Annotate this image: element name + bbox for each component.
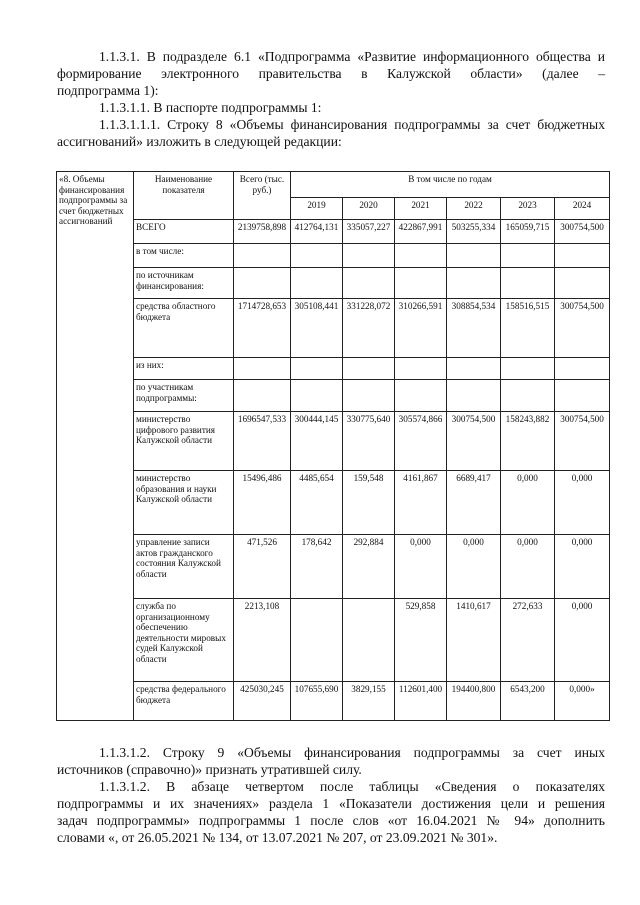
table-row [57, 599, 610, 682]
row-year-value: 0,000 [555, 471, 610, 535]
row-label: служба по организационному обеспечению деятельности мировых судей Калужской области [134, 599, 234, 682]
row-year-value [343, 380, 395, 412]
header-total: Всего (тыс. руб.) [234, 172, 291, 220]
row-total: 2213,108 [234, 599, 291, 682]
row-label: ВСЕГО [134, 220, 234, 244]
row-year-value [501, 358, 555, 380]
row-year-value: 158516,515 [501, 299, 555, 358]
header-year: 2022 [447, 198, 501, 220]
row-year-value [291, 358, 343, 380]
row-year-value: 300754,500 [555, 412, 610, 471]
row-total: 1696547,533 [234, 412, 291, 471]
row-total: 2139758,898 [234, 220, 291, 244]
row-year-value [447, 358, 501, 380]
row-year-value [555, 268, 610, 299]
row-year-value: 158243,882 [501, 412, 555, 471]
row-total: 425030,245 [234, 682, 291, 721]
row-year-value: 0,000 [555, 599, 610, 682]
row-total: 15496,486 [234, 471, 291, 535]
row-year-value [501, 244, 555, 268]
row-year-value: 308854,534 [447, 299, 501, 358]
row-year-value: 3829,155 [343, 682, 395, 721]
outro-p5-line3: задач подпрограммы» подпрограммы 1 после слов «от 16.04.2021 № 94» дополнить [57, 813, 605, 828]
row-year-value [343, 268, 395, 299]
row-year-value: 6689,417 [447, 471, 501, 535]
row-year-value [395, 268, 447, 299]
row-year-value [343, 358, 395, 380]
row-total [234, 380, 291, 412]
row-total [234, 268, 291, 299]
row-year-value [555, 380, 610, 412]
row-year-value: 4485,654 [291, 471, 343, 535]
row-year-value: 310266,591 [395, 299, 447, 358]
row-label: по участникам подпрограммы: [134, 380, 234, 412]
row-year-value: 1410,617 [447, 599, 501, 682]
table-row [57, 682, 610, 721]
row-label: из них: [134, 358, 234, 380]
row-year-value: 6543,200 [501, 682, 555, 721]
intro-p3-line1: 1.1.3.1.1.1. Строку 8 «Объемы финансирования подпрограммы за счет бюджетных [99, 117, 605, 132]
row-year-value: 107655,690 [291, 682, 343, 721]
row-year-value: 412764,131 [291, 220, 343, 244]
row-year-value: 0,000» [555, 682, 610, 721]
outro-p5-line2: подпрограммы и их значениях» раздела 1 «Показатели достижения цели и решения [57, 796, 605, 811]
row-year-value: 529,858 [395, 599, 447, 682]
table-row [57, 220, 610, 244]
row-year-value: 305108,441 [291, 299, 343, 358]
table-row [57, 471, 610, 535]
intro-p1-line2: формирование электронного правительства в Калужской области» (далее – [57, 66, 605, 81]
row-year-value [501, 268, 555, 299]
row-label: средства областного бюджета [134, 299, 234, 358]
row-year-value: 335057,227 [343, 220, 395, 244]
table-row [57, 412, 610, 471]
row-year-value: 4161,867 [395, 471, 447, 535]
row-total: 1714728,653 [234, 299, 291, 358]
row-year-value [501, 380, 555, 412]
intro-p2: 1.1.3.1.1. В паспорте подпрограммы 1: [99, 100, 322, 115]
row-year-value [555, 244, 610, 268]
table-row [57, 299, 610, 358]
row-year-value: 0,000 [447, 535, 501, 599]
row-year-value [343, 244, 395, 268]
row-year-value: 0,000 [395, 535, 447, 599]
row-year-value: 0,000 [555, 535, 610, 599]
row-year-value [395, 358, 447, 380]
row-label: средства федерального бюджета [134, 682, 234, 721]
row-year-value [555, 358, 610, 380]
table-row [57, 244, 610, 268]
outro-p4-line2: источников (справочно)» признать утратившей силу. [57, 762, 362, 777]
row-year-value: 503255,334 [447, 220, 501, 244]
row-year-value [447, 268, 501, 299]
row-year-value [447, 244, 501, 268]
intro-p1-line3: подпрограмма 1): [57, 83, 159, 98]
row-year-value [343, 599, 395, 682]
row-label: министерство цифрового развития Калужской области [134, 412, 234, 471]
header-year: 2023 [501, 198, 555, 220]
header-year: 2021 [395, 198, 447, 220]
row-total [234, 244, 291, 268]
header-by-years: В том числе по годам [291, 172, 610, 198]
row-year-value: 0,000 [501, 535, 555, 599]
row-year-value [291, 244, 343, 268]
row-year-value: 330775,640 [343, 412, 395, 471]
header-name: Наименование показателя [134, 172, 234, 220]
intro-p1-line1: 1.1.3.1. В подразделе 6.1 «Подпрограмма «Развитие информационного общества и [99, 49, 605, 64]
row-year-value: 422867,991 [395, 220, 447, 244]
row-year-value: 178,642 [291, 535, 343, 599]
row-year-value: 0,000 [501, 471, 555, 535]
row-year-value: 165059,715 [501, 220, 555, 244]
row-year-value: 305574,866 [395, 412, 447, 471]
row-total: 471,526 [234, 535, 291, 599]
intro-p3-line2: ассигнований» изложить в следующей редакции: [57, 134, 342, 149]
row-label: министерство образования и науки Калужской области [134, 471, 234, 535]
table-first-cell: «8. Объемы финансирования подпрограммы за счет бюджетных ассигнований [57, 172, 134, 721]
header-year: 2020 [343, 198, 395, 220]
row-year-value: 292,884 [343, 535, 395, 599]
row-year-value [291, 268, 343, 299]
table-row [57, 380, 610, 412]
row-label: управление записи актов гражданского состояния Калужской области [134, 535, 234, 599]
row-year-value [291, 380, 343, 412]
outro-p5-line1: 1.1.3.1.2. В абзаце четвертом после таблицы «Сведения о показателях [99, 779, 605, 794]
row-year-value [447, 380, 501, 412]
financing-table [56, 171, 610, 721]
row-year-value [291, 599, 343, 682]
row-year-value: 331228,072 [343, 299, 395, 358]
header-year: 2019 [291, 198, 343, 220]
row-year-value: 300754,500 [555, 220, 610, 244]
header-year: 2024 [555, 198, 610, 220]
row-year-value: 112601,400 [395, 682, 447, 721]
row-year-value [395, 380, 447, 412]
row-year-value: 159,548 [343, 471, 395, 535]
row-year-value: 300754,500 [555, 299, 610, 358]
row-year-value: 272,633 [501, 599, 555, 682]
row-year-value: 300754,500 [447, 412, 501, 471]
row-year-value: 194400,800 [447, 682, 501, 721]
table-row [57, 358, 610, 380]
outro-p4-line1: 1.1.3.1.2. Строку 9 «Объемы финансирования подпрограммы за счет иных [99, 745, 605, 760]
row-total [234, 358, 291, 380]
row-label: в том числе: [134, 244, 234, 268]
row-label: по источникам финансирования: [134, 268, 234, 299]
outro-p5-line4: словами «, от 26.05.2021 № 134, от 13.07.2021 № 207, от 23.09.2021 № 301». [57, 830, 498, 845]
row-year-value [395, 244, 447, 268]
table-row [57, 268, 610, 299]
table-row [57, 535, 610, 599]
row-year-value: 300444,145 [291, 412, 343, 471]
